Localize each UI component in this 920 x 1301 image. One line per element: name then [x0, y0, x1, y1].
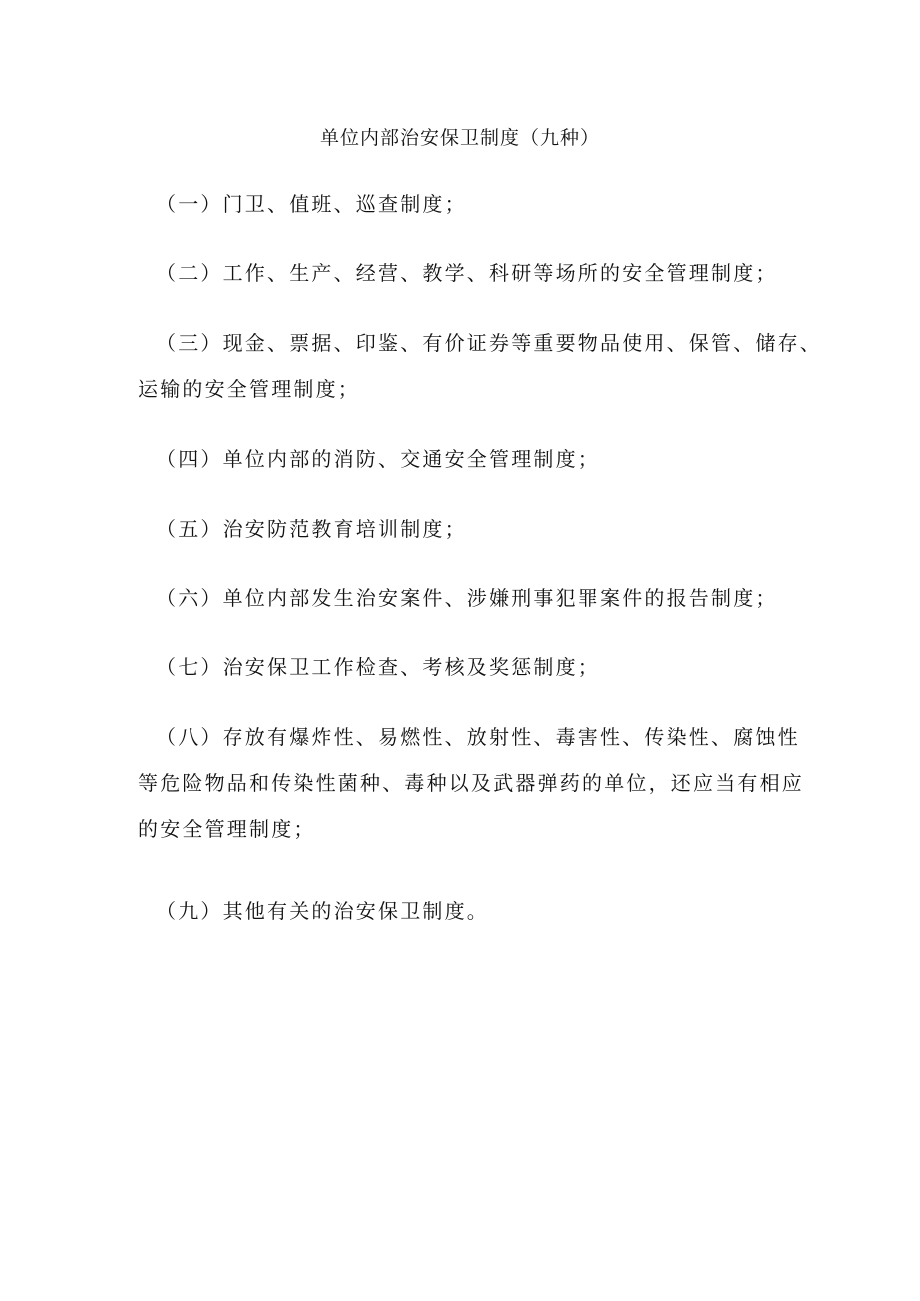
item-6-line-1: （六）单位内部发生治安案件、涉嫌刑事犯罪案件的报告制度； — [156, 586, 778, 610]
item-4-line-1: （四）单位内部的消防、交通安全管理制度； — [156, 447, 600, 471]
item-3-line-2: 运输的安全管理制度； — [138, 377, 360, 401]
item-3-line-1: （三）现金、票据、印鉴、有价证券等重要物品使用、保管、储存、 — [156, 331, 822, 355]
item-2-line-1: （二）工作、生产、经营、教学、科研等场所的安全管理制度； — [156, 261, 778, 285]
list-item-6 — [138, 575, 798, 621]
list-item-2 — [138, 250, 798, 296]
item-8-line-3: 的安全管理制度； — [138, 817, 316, 841]
item-7-line-1: （七）治安保卫工作检查、考核及奖惩制度； — [156, 655, 600, 679]
document-title: 单位内部治安保卫制度（九种） — [319, 127, 600, 149]
list-item-3 — [138, 320, 822, 412]
list-item-1 — [138, 181, 798, 227]
item-9-line-1: （九）其他有关的治安保卫制度。 — [156, 899, 489, 923]
list-item-4 — [138, 436, 798, 482]
list-item-8 — [138, 714, 804, 852]
item-8-line-2: 等危险物品和传染性菌种、毒种以及武器弹药的单位，还应当有相应 — [138, 771, 804, 795]
list-item-7 — [138, 644, 798, 690]
item-8-line-1: （八）存放有爆炸性、易燃性、放射性、毒害性、传染性、腐蚀性 — [156, 725, 800, 749]
item-5-line-1: （五）治安防范教育培训制度； — [156, 517, 467, 541]
list-item-5 — [138, 506, 798, 552]
list-item-9 — [138, 888, 798, 934]
item-1-line-1: （一）门卫、值班、巡查制度； — [156, 192, 467, 216]
